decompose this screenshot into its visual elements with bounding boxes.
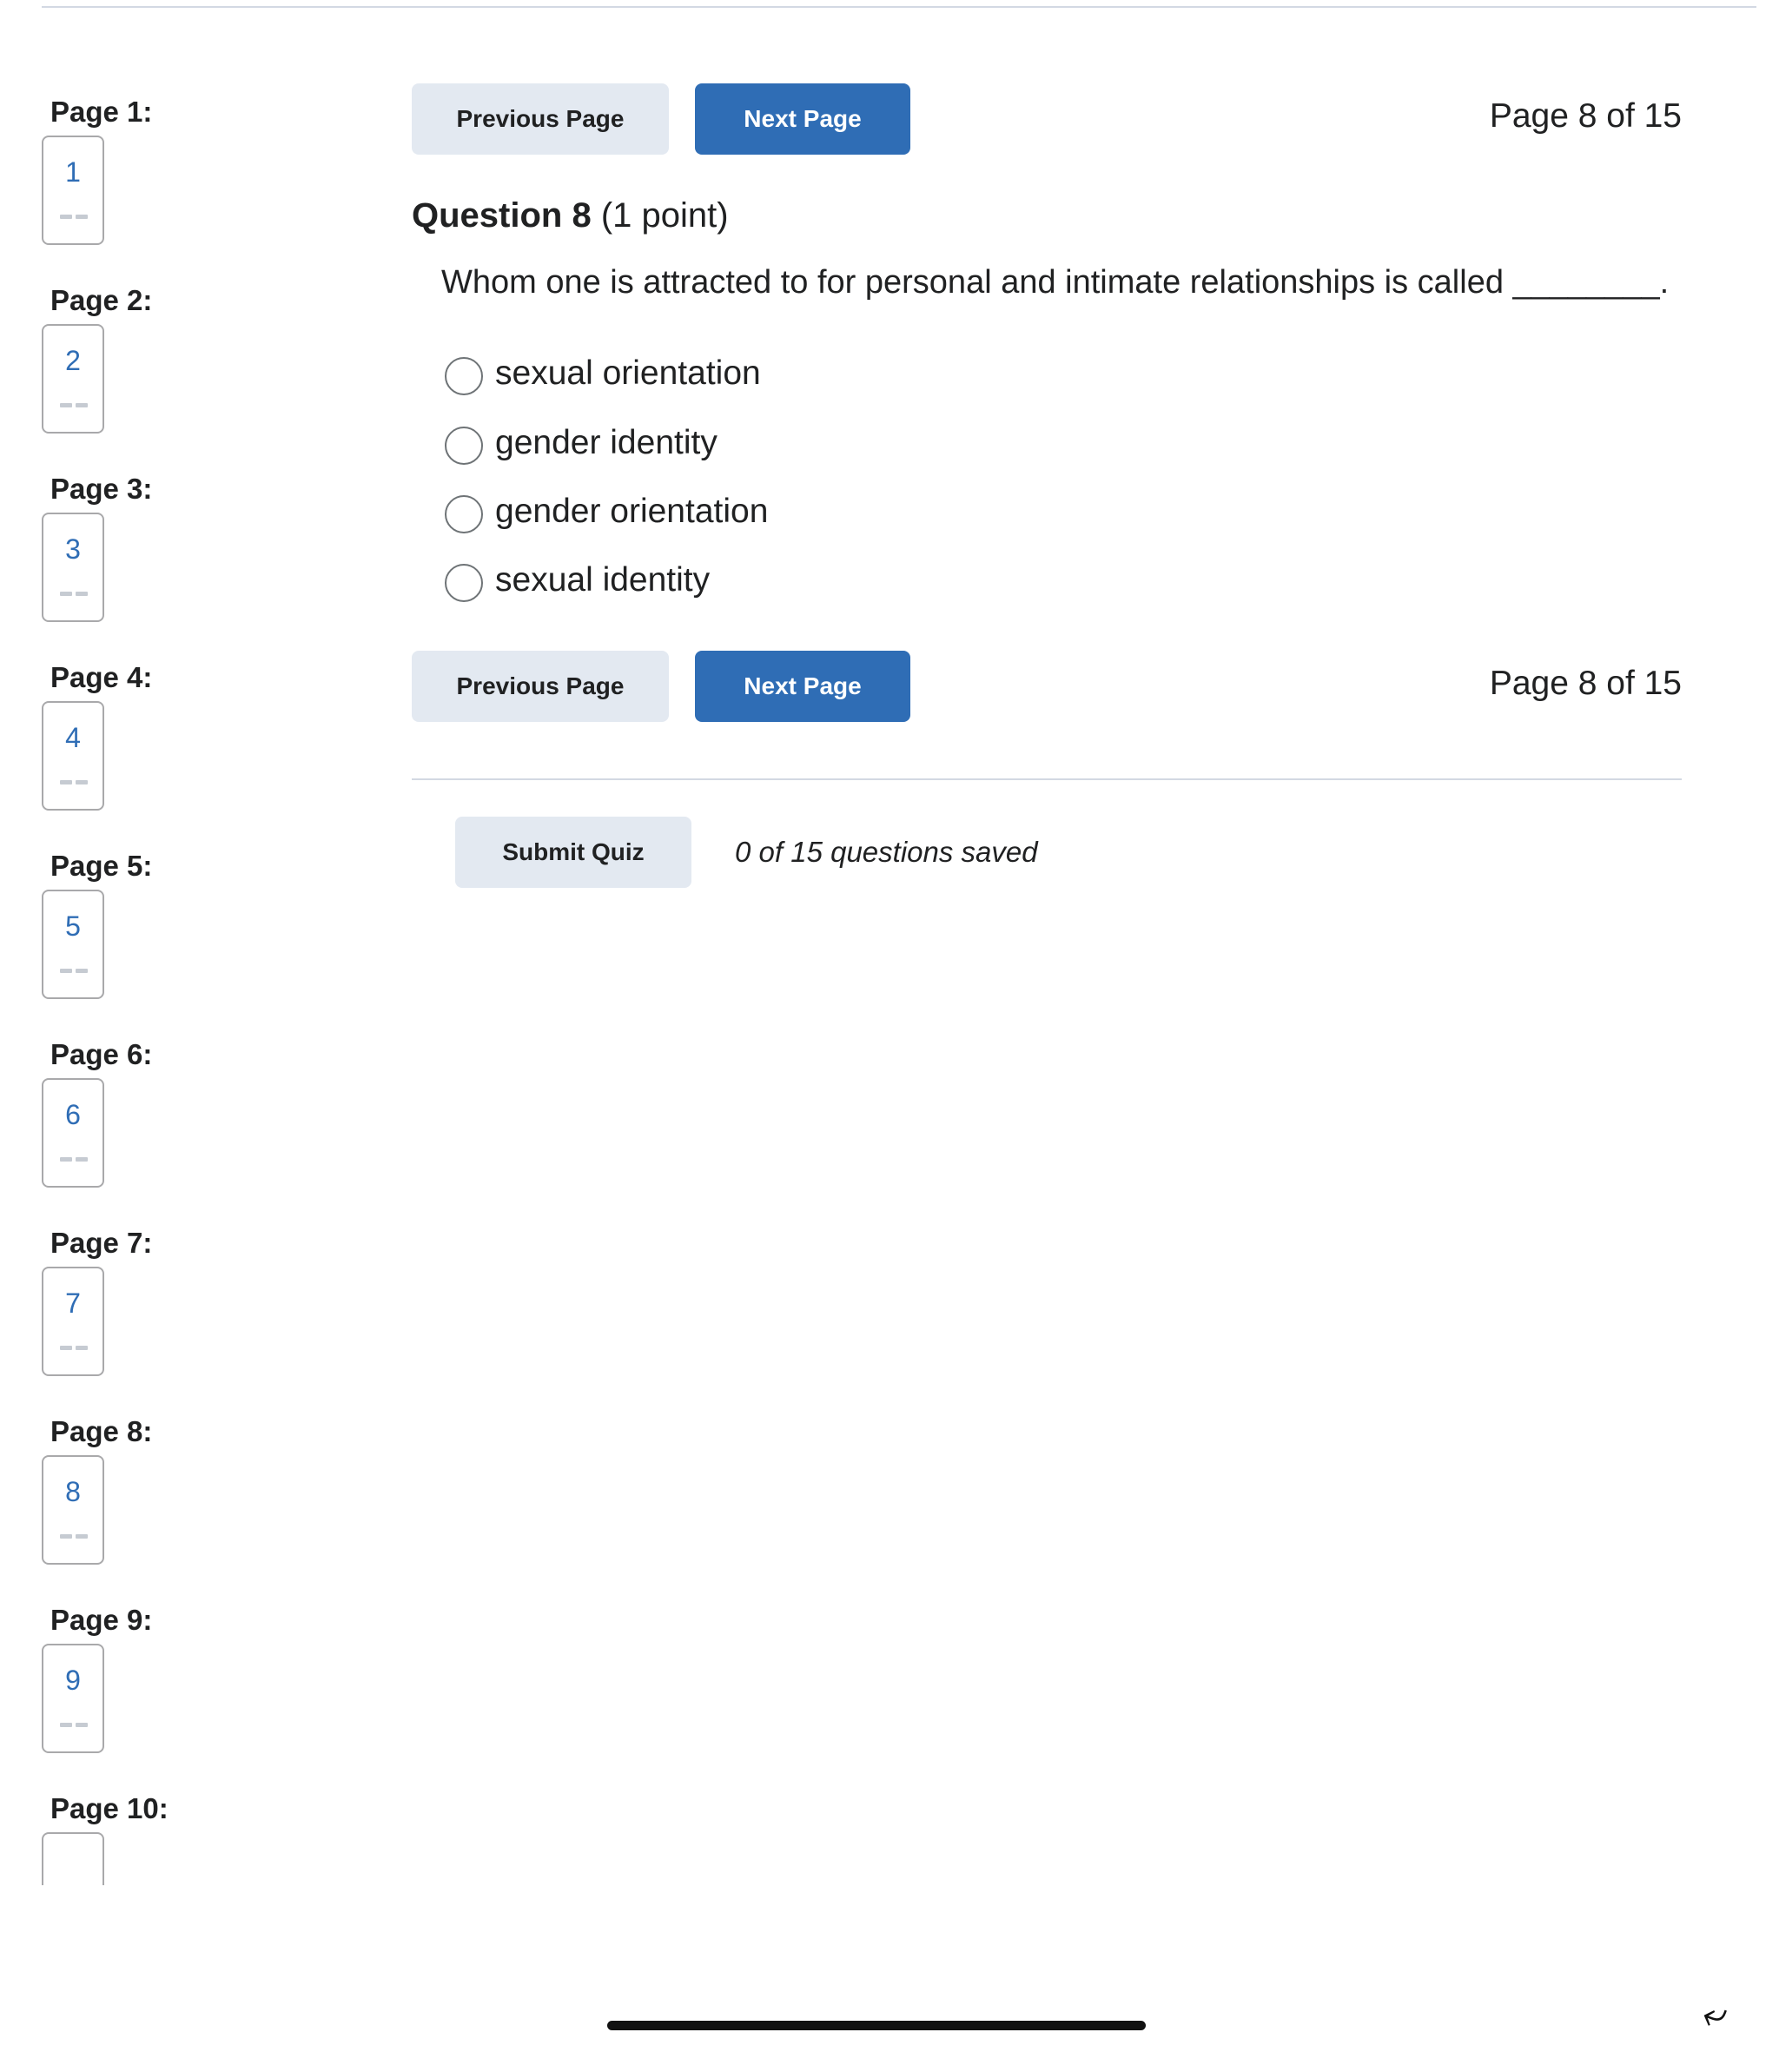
radio-button-icon[interactable] — [445, 495, 483, 533]
unanswered-indicator-icon — [60, 1346, 88, 1350]
page-number: 4 — [65, 722, 81, 753]
question-title: Question 8 — [412, 196, 592, 235]
page-label: Page 3: — [50, 473, 153, 505]
saved-status: 0 of 15 questions saved — [735, 836, 1038, 868]
unanswered-indicator-icon — [60, 403, 88, 407]
page-8-tile[interactable] — [42, 1455, 104, 1565]
choice-label: gender orientation — [495, 493, 769, 530]
page-number: 8 — [65, 1476, 81, 1507]
top-page-navigation — [412, 83, 1682, 156]
bottom-page-navigation — [412, 651, 1682, 724]
page-label: Page 6: — [50, 1038, 153, 1070]
page-label: Page 4: — [50, 661, 153, 693]
choice-label: sexual orientation — [495, 354, 761, 392]
page-number: 7 — [65, 1288, 81, 1319]
page-number: 1 — [65, 156, 81, 188]
page-number: 9 — [65, 1665, 81, 1696]
page-9-tile[interactable] — [42, 1644, 104, 1753]
question-text: Whom one is attracted to for personal and intimate relationships is called ________. — [441, 264, 1670, 301]
page-1-tile[interactable] — [42, 136, 104, 245]
page-label: Page 1: — [50, 96, 153, 128]
page-label: Page 8: — [50, 1415, 153, 1447]
previous-page-button[interactable]: Previous Page — [412, 83, 669, 155]
page-3-tile[interactable] — [42, 513, 104, 622]
choice-label: sexual identity — [495, 561, 711, 599]
unanswered-indicator-icon — [60, 1723, 88, 1727]
curved-arrow-icon: ⤶ — [1697, 1988, 1735, 2038]
question-points: (1 point) — [600, 196, 729, 235]
page-7-tile[interactable] — [42, 1267, 104, 1376]
next-page-button[interactable]: Next Page — [695, 83, 910, 155]
section-divider — [412, 778, 1682, 780]
unanswered-indicator-icon — [60, 215, 88, 219]
page-5-tile[interactable] — [42, 890, 104, 999]
page-number: 3 — [65, 533, 81, 565]
unanswered-indicator-icon — [60, 1534, 88, 1539]
unanswered-indicator-icon — [60, 592, 88, 596]
page-label: Page 9: — [50, 1604, 153, 1636]
previous-page-button[interactable]: Previous Page — [412, 651, 669, 722]
page-label: Page 2: — [50, 284, 153, 316]
page-6-tile[interactable] — [42, 1078, 104, 1188]
choice-label: gender identity — [495, 424, 718, 461]
next-page-button[interactable]: Next Page — [695, 651, 910, 722]
radio-button-icon[interactable] — [445, 427, 483, 465]
unanswered-indicator-icon — [60, 969, 88, 973]
page-label: Page 10: — [50, 1792, 169, 1824]
page-navigation-sidebar — [0, 0, 347, 1885]
page-2-tile[interactable] — [42, 324, 104, 434]
unanswered-indicator-icon — [60, 1157, 88, 1162]
page-10-tile[interactable] — [42, 1832, 104, 1885]
page-number: 2 — [65, 345, 81, 376]
page-4-tile[interactable] — [42, 701, 104, 811]
page-label: Page 7: — [50, 1227, 153, 1259]
radio-button-icon[interactable] — [445, 357, 483, 395]
home-indicator-bar[interactable] — [607, 2021, 1146, 2030]
submit-quiz-button[interactable]: Submit Quiz — [455, 817, 691, 888]
page-indicator: Page 8 of 15 — [1489, 97, 1682, 135]
question-heading — [412, 196, 729, 235]
radio-button-icon[interactable] — [445, 564, 483, 602]
page-number: 6 — [65, 1099, 81, 1130]
unanswered-indicator-icon — [60, 780, 88, 784]
page-number: 5 — [65, 910, 81, 942]
page-indicator: Page 8 of 15 — [1489, 665, 1682, 702]
page-label: Page 5: — [50, 850, 153, 882]
